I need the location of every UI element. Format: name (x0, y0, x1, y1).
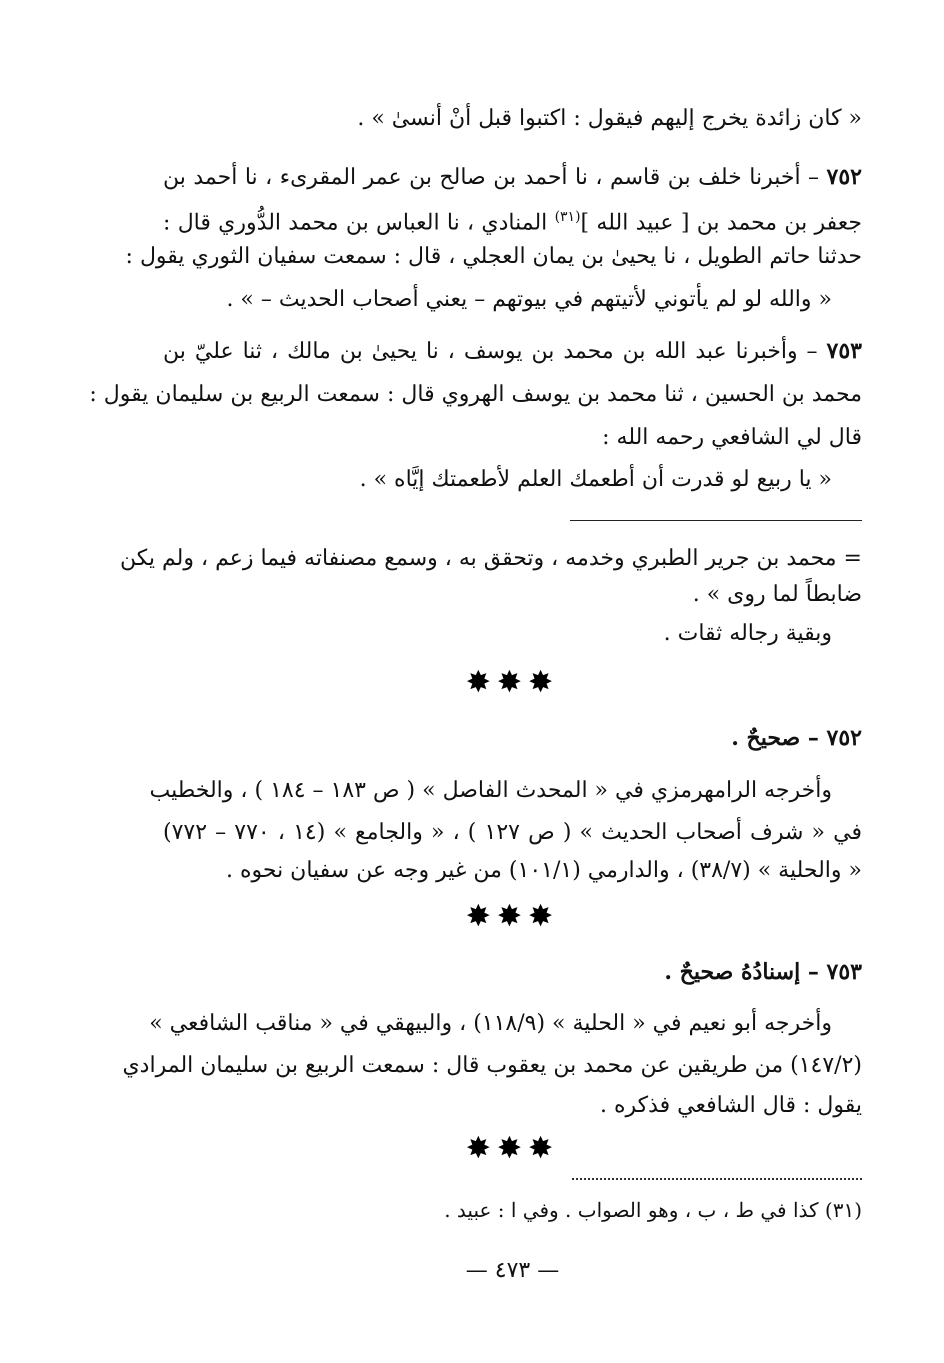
hadith-752: ٧٥٢ – أخبرنا خلف بن قاسم ، نا أحمد بن صالح بن عمر المقرىء ، نا أحمد بن (163, 164, 862, 190)
hadith-753: ٧٥٣ – وأخبرنا عبد الله بن محمد بن يوسف ، نا يحيىٰ بن مالك ، ثنا عليّ بن (163, 338, 862, 364)
text-line: « والحلية » (٣٨/٧) ، والدارمي (١٠١/١) من غير وجه عن سفيان نحوه . (225, 858, 862, 883)
text-line: « كان زائدة يخرج إليهم فيقول : اكتبوا قبل أنْ أنسىٰ » . (357, 106, 862, 131)
text-line: محمد بن الحسين ، ثنا محمد بن يوسف الهروي قال : سمعت الربيع بن سليمان يقول : (89, 382, 862, 407)
footnote-continuation: ضابطاً لما روى » . (692, 582, 862, 607)
footnote-separator (570, 520, 862, 521)
footnote-ref: (٣١) (554, 209, 581, 225)
text-line: وأخرجه الرامهرمزي في « المحدث الفاصل » ( ص ١٨٣ – ١٨٤ ) ، والخطيب (149, 778, 832, 803)
hadith-number: ٧٥٢ (826, 164, 862, 190)
text-line: وأخرجه أبو نعيم في « الحلية » (١١٨/٩) ، والبيهقي في « مناقب الشافعي » (149, 1011, 832, 1036)
text-line: حدثنا حاتم الطويل ، نا يحيىٰ بن يمان العجلي ، قال : سمعت سفيان الثوري يقول : (125, 244, 862, 269)
hadith-number: ٧٥٣ (826, 338, 862, 364)
quote-line: « والله لو لم يأتوني لأتيتهم في بيوتهم – يعني أصحاب الحديث – » . (226, 287, 832, 312)
section-divider-stars: ✸✸✸ (465, 665, 560, 700)
commentary-753-title: ٧٥٣ – إسنادُهُ صحيحٌ . (664, 959, 862, 985)
footnote-continuation: وبقية رجاله ثقات . (663, 621, 832, 646)
section-divider-stars: ✸✸✸ (465, 1131, 560, 1166)
section-divider-stars: ✸✸✸ (465, 899, 560, 934)
footnote-continuation: = محمد بن جرير الطبري وخدمه ، وتحقق به ، وسمع مصنفاته فيما زعم ، ولم يكن (120, 546, 862, 571)
page-number: — ٤٧٣ — (465, 1258, 560, 1283)
text-line: في « شرف أصحاب الحديث » ( ص ١٢٧ ) ، « والجامع » (١٤ ، ٧٧٠ – ٧٧٢) (163, 820, 862, 845)
commentary-752-title: ٧٥٢ – صحيحٌ . (731, 725, 862, 751)
footnote-31: (٣١) كذا في ط ، ب ، وهو الصواب . وفي ا : عبيد . (444, 1198, 862, 1222)
text-line: يقول : قال الشافعي فذكره . (600, 1093, 862, 1118)
text-line: جعفر بن محمد بن [ عبيد الله ]$^{(٣١)}$ المنادي ، نا العباس بن محمد الدُّوري قال : (163, 209, 863, 236)
text-line: قال لي الشافعي رحمه الله : (602, 425, 862, 450)
footnote-separator-dotted (572, 1178, 862, 1180)
quote-line: « يا ربيع لو قدرت أن أطعمك العلم لأطعمتك إيَّاه » . (359, 467, 832, 492)
text-line: (١٤٧/٢) من طريقين عن محمد بن يعقوب قال : سمعت الربيع بن سليمان المرادي (122, 1053, 862, 1078)
